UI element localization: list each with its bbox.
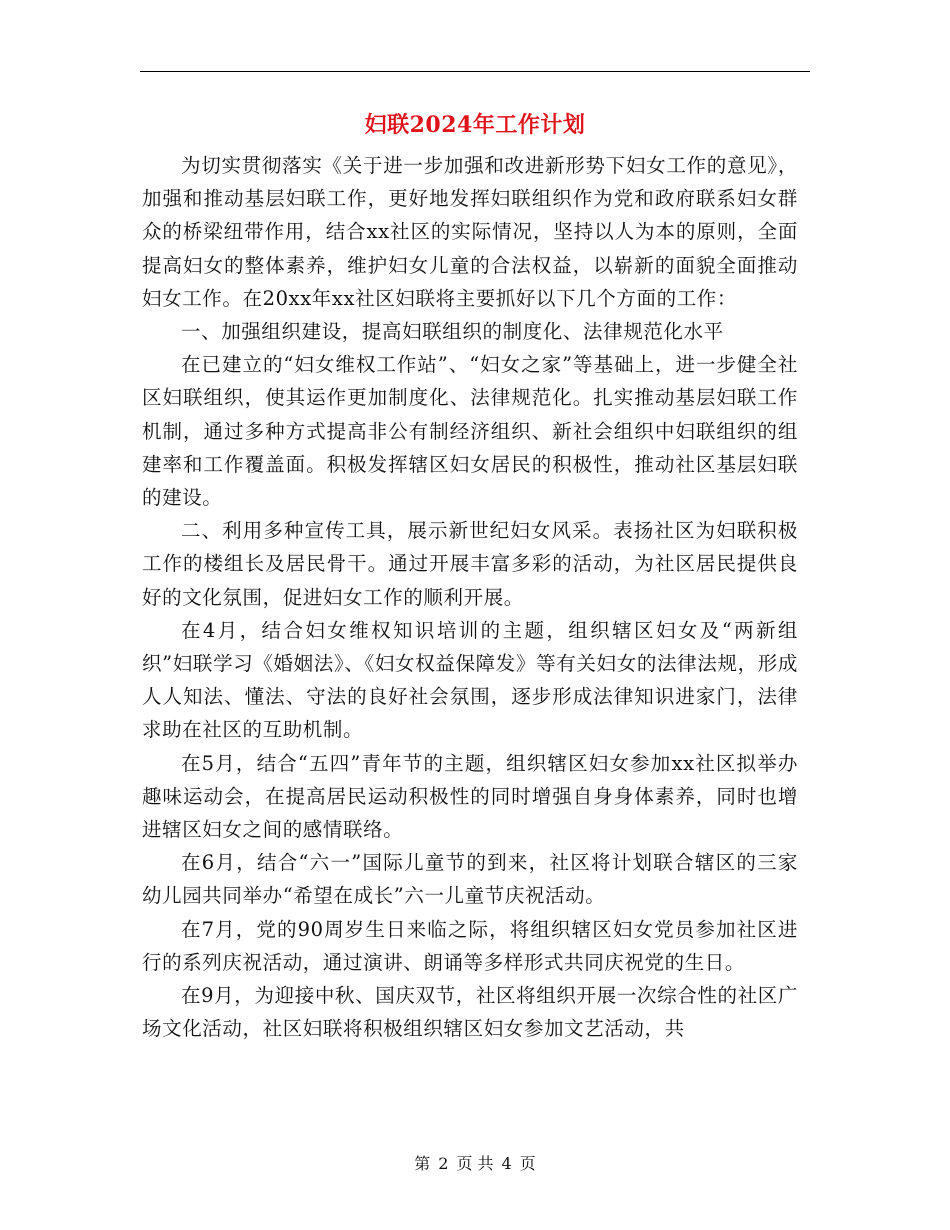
paragraph-september: 在9月，为迎接中秋、国庆双节，社区将组织开展一次综合性的社区广场文化活动，社区妇联将积极组织辖区妇女参加文艺活动，共 [142,984,798,1041]
footer-middle: 页 共 [456,1154,494,1173]
paragraph-section-1-body: 在已建立的“妇女维权工作站”、“妇女之家”等基础上，进一步健全社区妇联组织，使其运作更加制度化、法律规范化。扎实推动基层妇联工作机制，通过多种方式提高非公有制经济组织、新社会组织中妇联组织的组建率和工作覆盖面。积极发挥辖区妇女居民的积极性，推动社区基层妇联的建设。 [142,353,798,510]
paragraph-section-1-heading: 一、加强组织建设，提高妇联组织的制度化、法律规范化水平 [181,320,724,344]
paragraph-july: 在7月，党的90周岁生日来临之际，将组织辖区妇女党员参加社区进行的系列庆祝活动，通过演讲、朗诵等多样形式共同庆祝党的生日。 [142,917,798,974]
paragraph-april: 在4月，结合妇女维权知识培训的主题，组织辖区妇女及“两新组织”妇联学习《婚姻法》、《妇女权益保障发》等有关妇女的法律法规，形成人人知法、懂法、守法的良好社会氛围，逐步形成法律知识进家门，法律求助在社区的互助机制。 [142,618,798,742]
header-rule [140,71,810,72]
page-footer [0,1152,950,1176]
paragraph-section-2: 二、利用多种宣传工具，展示新世纪妇女风采。表扬社区为妇联积极工作的楼组长及居民骨干。通过开展丰富多彩的活动，为社区居民提供良好的文化氛围，促进妇女工作的顺利开展。 [142,519,798,609]
paragraph-june: 在6月，结合“六一”国际儿童节的到来，社区将计划联合辖区的三家幼儿园共同举办“希望在成长”六一儿童节庆祝活动。 [142,851,798,908]
paragraph-may: 在5月，结合“五四”青年节的主题，组织辖区妇女参加xx社区拟举办趣味运动会，在提高居民运动积极性的同时增强自身身体素养，同时也增进辖区妇女之间的感情联络。 [142,751,798,842]
footer-suffix: 页 [519,1154,536,1173]
paragraph-intro: 为切实贯彻落实《关于进一步加强和改进新形势下妇女工作的意见》，加强和推动基层妇联工作，更好地发挥妇联组织作为党和政府联系妇女群众的桥梁纽带作用，结合xx社区的实际情况，坚持以人为本的原则，全面提高妇女的整体素养，维护妇女儿童的合法权益，以崭新的面貌全面推动妇女工作。在20xx年xx社区妇联将主要抓好以下几个方面的工作： [142,154,798,310]
document-body [142,149,798,1045]
document-title: 妇联2024年工作计划 [364,112,586,138]
footer-total-pages: 4 [501,1154,512,1173]
footer-prefix: 第 [414,1154,431,1173]
footer-page-number: 2 [438,1154,449,1173]
